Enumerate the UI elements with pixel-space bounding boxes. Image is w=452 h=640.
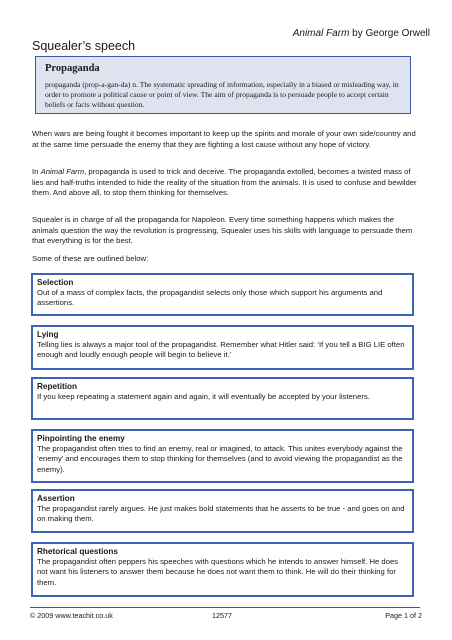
footer-divider xyxy=(30,607,420,608)
technique-title: Repetition xyxy=(37,382,78,391)
footer-page-number: Page 1 of 2 xyxy=(385,611,422,620)
paragraph-prefix: In xyxy=(32,167,41,176)
technique-title: Lying xyxy=(37,330,59,339)
footer-resource-code: 12577 xyxy=(212,611,232,620)
technique-text: The propagandist often tries to find an enemy, real or imagined, to attack. This unites everybody against the ‘enemy’ and encourages them to stop thinking for themselves (and to avoid viewing the propagandist as the enemy). xyxy=(37,444,403,474)
outline-intro: Some of these are outlined below: xyxy=(32,254,149,263)
technique-text: Out of a mass of complex facts, the propagandist selects only those which support his arguments and assertions. xyxy=(37,288,383,308)
page-title: Squealer’s speech xyxy=(32,39,136,53)
animal-farm-paragraph xyxy=(32,167,422,199)
technique-title: Selection xyxy=(37,278,74,287)
squealer-paragraph: Squealer is in charge of all the propaganda for Napoleon. Every time something happens which makes the animals question the way the revolution is progressing, Squealer uses his skills with language to persuade them that everything is for the best. xyxy=(32,215,413,246)
footer-copyright: © 2009 www.teachit.co.uk xyxy=(30,611,113,620)
technique-box-pinpointing-enemy xyxy=(31,429,414,483)
technique-title: Pinpointing the enemy xyxy=(37,434,125,443)
technique-title: Assertion xyxy=(37,494,75,503)
technique-box-selection xyxy=(31,273,414,316)
book-title: Animal Farm xyxy=(292,28,350,39)
technique-box-lying xyxy=(31,325,414,370)
header-title xyxy=(293,28,430,39)
definition-box xyxy=(35,56,411,114)
technique-text: The propagandist rarely argues. He just makes bold statements that he asserts to be true - and goes on and on making them. xyxy=(37,504,405,524)
intro-paragraph: When wars are being fought it becomes important to keep up the spirits and morale of your own side/country and at the same time persuade the enemy that they are fighting a lost cause without any hope of victory. xyxy=(32,129,416,149)
technique-box-assertion xyxy=(31,489,414,533)
definition-title: Propaganda xyxy=(45,63,100,74)
technique-title: Rhetorical questions xyxy=(37,547,118,556)
technique-text: The propagandist often peppers his speeches with questions which he intends to answer himself. He does not want his listeners to answer them because he does not want them to think. He will do their thinking for them. xyxy=(37,557,399,587)
technique-text: If you keep repeating a statement again and again, it will eventually be accepted by your listeners. xyxy=(37,392,370,401)
technique-box-rhetorical-questions xyxy=(31,542,414,597)
technique-box-repetition xyxy=(31,377,414,420)
author-line: by George Orwell xyxy=(349,28,430,39)
definition-text: propaganda (prop-a-gan-da) n. The systematic spreading of information, especially in a biased or misleading way, in order to promote a political cause or point of view. The aim of propaganda is to persuade people to accept certain beliefs or facts without question. xyxy=(45,80,399,109)
paragraph-rest: , propaganda is used to trick and deceive. The propaganda extolled, becomes a twisted mass of lies and half-truths intended to hide the reality of the situation from the animals. It is used to confuse and bewilder them. And above all, to stop them thinking for themselves. xyxy=(32,167,417,198)
technique-text: Telling lies is always a major tool of the propagandist. Remember what Hitler said: ‘If you tell a BIG LIE often enough and loudly enough people will begin to believe it.’ xyxy=(37,340,405,360)
book-title-inline: Animal Farm xyxy=(40,167,85,176)
